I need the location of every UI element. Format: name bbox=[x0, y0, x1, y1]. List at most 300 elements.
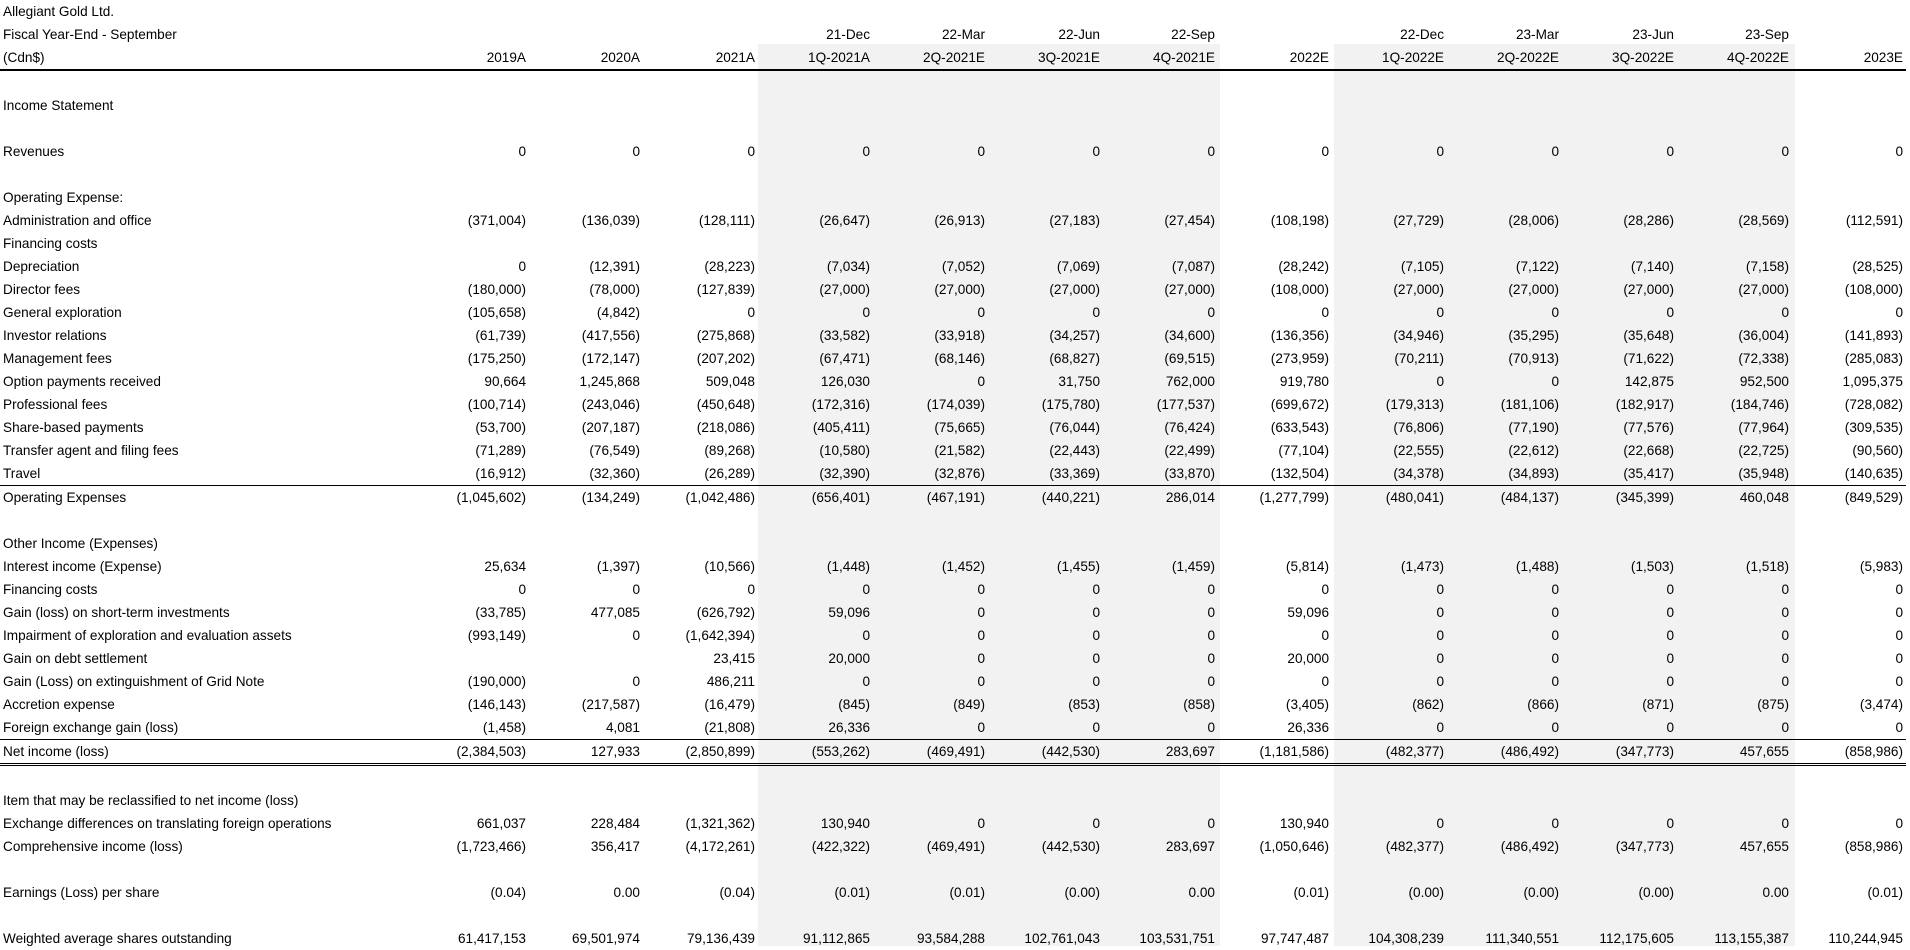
cell-2q-2021e: (26,913) bbox=[934, 213, 985, 228]
cell-4q-2021e: 0 bbox=[1207, 305, 1215, 320]
cell-4q-2022e bbox=[1677, 70, 1792, 94]
row-label bbox=[0, 858, 416, 881]
cell-4q-2021e: 0.00 bbox=[1188, 885, 1215, 900]
cell-2q-2022e: (866) bbox=[1527, 697, 1559, 712]
row-label: Director fees bbox=[3, 282, 81, 297]
row-label: Revenues bbox=[3, 144, 65, 159]
cell-2022e: (108,198) bbox=[1270, 213, 1329, 228]
row-label: Income Statement bbox=[3, 98, 114, 113]
cell-2022e: 97,747,487 bbox=[1260, 931, 1329, 946]
cell-4q-2021e: 103,531,751 bbox=[1139, 931, 1215, 946]
row-label: Foreign exchange gain (loss) bbox=[3, 720, 179, 735]
cell-3q-2022e: 0 bbox=[1666, 628, 1674, 643]
cell-2q-2021e: (469,491) bbox=[873, 740, 988, 765]
cell-2023e: 0 bbox=[1895, 674, 1903, 689]
cell-2023e bbox=[1792, 232, 1906, 255]
cell-1q-2022e: (34,946) bbox=[1393, 328, 1444, 343]
cell-1q-2022e: (76,806) bbox=[1393, 420, 1444, 435]
row-label: Financing costs bbox=[3, 582, 98, 597]
cell-3q-2022e: 0 bbox=[1666, 720, 1674, 735]
cell-2022e bbox=[1218, 765, 1332, 790]
cell-2023e: (108,000) bbox=[1844, 282, 1903, 297]
cell-1q-2022e: 0 bbox=[1436, 816, 1444, 831]
cell-3q-2021e: 0 bbox=[1092, 674, 1100, 689]
row-label: Operating Expense: bbox=[3, 190, 124, 205]
cell-1q-2022e bbox=[1332, 904, 1447, 927]
cell-2020a: (243,046) bbox=[581, 397, 640, 412]
cell-2023e bbox=[1792, 765, 1906, 790]
cell-2q-2022e: 0 bbox=[1551, 374, 1559, 389]
cell-2022e: (0.01) bbox=[1293, 885, 1329, 900]
cell-2022e: 919,780 bbox=[1279, 374, 1329, 389]
row-depreciation bbox=[0, 255, 1906, 278]
cell-2019a: (2,384,503) bbox=[416, 740, 529, 765]
cell-2q-2022e bbox=[1447, 232, 1562, 255]
cell-2020a bbox=[529, 23, 643, 46]
cell-2020a: (32,360) bbox=[589, 466, 640, 481]
cell-2019a bbox=[416, 232, 529, 255]
cell-1q-2021a bbox=[758, 532, 873, 555]
cell-2q-2022e bbox=[1447, 532, 1562, 555]
cell-1q-2022e: (482,377) bbox=[1385, 839, 1444, 854]
cell-2021a bbox=[643, 0, 758, 23]
cell-2q-2021e: 0 bbox=[977, 651, 985, 666]
cell-2019a: (190,000) bbox=[467, 674, 526, 689]
cell-2q-2021e: 0 bbox=[977, 582, 985, 597]
cell-2021a: (1,321,362) bbox=[685, 816, 755, 831]
cell-2023e: (0.01) bbox=[1867, 885, 1903, 900]
cell-2020a: 477,085 bbox=[590, 605, 640, 620]
cell-4q-2021e: 0 bbox=[1207, 674, 1215, 689]
cell-4q-2022e bbox=[1677, 858, 1792, 881]
cell-3q-2022e: (71,622) bbox=[1623, 351, 1674, 366]
row-share-based-payments bbox=[0, 416, 1906, 439]
row-other-income-expenses bbox=[0, 532, 1906, 555]
row-label bbox=[0, 509, 416, 532]
cell-2022e bbox=[1218, 904, 1332, 927]
cell-3q-2021e: 0 bbox=[1092, 305, 1100, 320]
cell-2023e bbox=[1792, 904, 1906, 927]
row-earnings-loss-per-share bbox=[0, 881, 1906, 904]
cell-2q-2022e: 23-Mar bbox=[1515, 27, 1559, 42]
cell-2q-2022e bbox=[1447, 94, 1562, 117]
cell-2q-2022e: (27,000) bbox=[1508, 282, 1559, 297]
cell-4q-2022e bbox=[1677, 163, 1792, 186]
cell-2020a: 0 bbox=[632, 628, 640, 643]
cell-1q-2021a bbox=[758, 789, 873, 812]
cell-1q-2021a: (10,580) bbox=[819, 443, 870, 458]
cell-3q-2022e: 0 bbox=[1666, 144, 1674, 159]
cell-2020a: 356,417 bbox=[590, 839, 640, 854]
cell-2021a bbox=[643, 532, 758, 555]
cell-3q-2022e: 0 bbox=[1666, 816, 1674, 831]
row-label: Net income (loss) bbox=[0, 740, 416, 765]
cell-2019a: (33,785) bbox=[475, 605, 526, 620]
cell-2019a: (993,149) bbox=[467, 628, 526, 643]
row-option-payments-received bbox=[0, 370, 1906, 393]
cell-2q-2022e: 0 bbox=[1551, 628, 1559, 643]
cell-2q-2022e: 0 bbox=[1551, 605, 1559, 620]
spacer-row bbox=[0, 163, 1906, 186]
cell-2022e: 59,096 bbox=[1287, 605, 1329, 620]
row-label: Transfer agent and filing fees bbox=[3, 443, 179, 458]
cell-3q-2021e: 0 bbox=[1092, 720, 1100, 735]
cell-2q-2022e bbox=[1447, 163, 1562, 186]
cell-2020a bbox=[529, 647, 643, 670]
cell-3q-2022e: (22,668) bbox=[1623, 443, 1674, 458]
cell-1q-2021a: (553,262) bbox=[758, 740, 873, 765]
cell-3q-2021e: 0 bbox=[1092, 605, 1100, 620]
cell-2023e: 0 bbox=[1895, 305, 1903, 320]
cell-2q-2022e bbox=[1447, 117, 1562, 140]
cell-2019a bbox=[416, 94, 529, 117]
cell-2021a bbox=[643, 789, 758, 812]
cell-2023e: 0 bbox=[1895, 720, 1903, 735]
cell-1q-2022e: (7,105) bbox=[1400, 259, 1444, 274]
cell-3q-2022e: (35,648) bbox=[1623, 328, 1674, 343]
cell-4q-2021e: (22,499) bbox=[1164, 443, 1215, 458]
cell-2022e: (77,104) bbox=[1278, 443, 1329, 458]
cell-4q-2022e: 0 bbox=[1781, 628, 1789, 643]
cell-2q-2022e bbox=[1447, 765, 1562, 790]
cell-3q-2022e: (182,917) bbox=[1615, 397, 1674, 412]
cell-4q-2022e: 0 bbox=[1781, 305, 1789, 320]
cell-4q-2022e: 0 bbox=[1781, 816, 1789, 831]
cell-2019a: (16,912) bbox=[475, 466, 526, 481]
cell-1q-2021a: 21-Dec bbox=[826, 27, 870, 42]
cell-2q-2021e: (7,052) bbox=[941, 259, 985, 274]
cell-2q-2022e: (1,488) bbox=[1515, 559, 1559, 574]
cell-4q-2022e: 952,500 bbox=[1739, 374, 1789, 389]
cell-2020a bbox=[529, 858, 643, 881]
cell-2022e bbox=[1218, 94, 1332, 117]
cell-2021a bbox=[643, 509, 758, 532]
cell-4q-2021e: (1,459) bbox=[1171, 559, 1215, 574]
cell-2021a bbox=[643, 186, 758, 209]
cell-2q-2022e: 0 bbox=[1551, 651, 1559, 666]
cell-4q-2021e: (177,537) bbox=[1156, 397, 1215, 412]
cell-3q-2022e bbox=[1562, 94, 1677, 117]
cell-2022e bbox=[1218, 532, 1332, 555]
cell-1q-2021a: 1Q-2021A bbox=[758, 46, 873, 70]
cell-2q-2022e bbox=[1447, 789, 1562, 812]
cell-1q-2021a: (422,322) bbox=[811, 839, 870, 854]
cell-3q-2021e: 0 bbox=[1092, 144, 1100, 159]
cell-4q-2022e bbox=[1677, 789, 1792, 812]
cell-2q-2021e: (21,582) bbox=[934, 443, 985, 458]
cell-4q-2022e bbox=[1677, 117, 1792, 140]
cell-3q-2021e bbox=[988, 0, 1103, 23]
cell-1q-2021a bbox=[758, 509, 873, 532]
cell-2021a: (128,111) bbox=[698, 213, 755, 228]
cell-2021a: (127,839) bbox=[696, 282, 755, 297]
header-company-row bbox=[0, 0, 1906, 23]
cell-4q-2021e: 283,697 bbox=[1103, 740, 1218, 765]
cell-3q-2022e bbox=[1562, 532, 1677, 555]
cell-2019a bbox=[416, 765, 529, 790]
cell-2q-2021e: (849) bbox=[953, 697, 985, 712]
cell-2q-2022e: (22,612) bbox=[1508, 443, 1559, 458]
cell-1q-2022e: 22-Dec bbox=[1400, 27, 1444, 42]
cell-2019a bbox=[416, 904, 529, 927]
cell-2019a bbox=[416, 789, 529, 812]
cell-1q-2021a: (27,000) bbox=[819, 282, 870, 297]
cell-2q-2021e: 0 bbox=[977, 816, 985, 831]
cell-2021a: (26,289) bbox=[704, 466, 755, 481]
cell-2q-2021e bbox=[873, 70, 988, 94]
row-label: Exchange differences on translating foreign operations bbox=[3, 816, 332, 831]
cell-1q-2021a: 130,940 bbox=[820, 816, 870, 831]
cell-2022e: (1,050,646) bbox=[1259, 839, 1329, 854]
cell-2q-2021e: 0 bbox=[977, 720, 985, 735]
cell-3q-2022e: 0 bbox=[1666, 305, 1674, 320]
cell-2023e: (28,525) bbox=[1852, 259, 1903, 274]
cell-3q-2021e bbox=[988, 789, 1103, 812]
cell-2021a: (4,172,261) bbox=[685, 839, 755, 854]
cell-2022e: (1,277,799) bbox=[1218, 486, 1332, 510]
cell-4q-2021e: (7,087) bbox=[1171, 259, 1215, 274]
cell-2022e bbox=[1218, 186, 1332, 209]
cell-2021a bbox=[643, 858, 758, 881]
cell-3q-2021e: (27,000) bbox=[1049, 282, 1100, 297]
cell-4q-2022e bbox=[1677, 186, 1792, 209]
cell-2q-2022e: (28,006) bbox=[1508, 213, 1559, 228]
cell-2020a: (12,391) bbox=[589, 259, 640, 274]
cell-2022e: 0 bbox=[1321, 305, 1329, 320]
cell-1q-2022e bbox=[1332, 163, 1447, 186]
cell-3q-2022e: (871) bbox=[1642, 697, 1674, 712]
cell-2021a bbox=[643, 70, 758, 94]
cell-2022e bbox=[1218, 70, 1332, 94]
row-label bbox=[0, 163, 416, 186]
cell-4q-2022e bbox=[1677, 532, 1792, 555]
cell-2020a bbox=[529, 789, 643, 812]
cell-1q-2021a bbox=[758, 0, 873, 23]
cell-2020a: 4,081 bbox=[605, 720, 640, 735]
cell-2q-2021e: (32,876) bbox=[934, 466, 985, 481]
cell-2q-2022e: (486,492) bbox=[1500, 839, 1559, 854]
cell-3q-2021e: (7,069) bbox=[1056, 259, 1100, 274]
cell-2020a: (217,587) bbox=[581, 697, 640, 712]
cell-4q-2022e: 460,048 bbox=[1677, 486, 1792, 510]
row-label: Allegiant Gold Ltd. bbox=[3, 4, 115, 19]
cell-2021a: 79,136,439 bbox=[686, 931, 755, 946]
spacer-row bbox=[0, 904, 1906, 927]
row-label: Investor relations bbox=[3, 328, 107, 343]
cell-1q-2022e bbox=[1332, 509, 1447, 532]
cell-1q-2022e bbox=[1332, 858, 1447, 881]
cell-2021a: 486,211 bbox=[706, 674, 755, 689]
cell-2022e bbox=[1218, 789, 1332, 812]
cell-3q-2021e: (175,780) bbox=[1041, 397, 1100, 412]
cell-2q-2022e bbox=[1447, 858, 1562, 881]
cell-1q-2021a: (7,034) bbox=[826, 259, 870, 274]
cell-1q-2022e: 0 bbox=[1436, 374, 1444, 389]
cell-3q-2022e bbox=[1562, 232, 1677, 255]
cell-2021a bbox=[643, 94, 758, 117]
cell-2020a: 2020A bbox=[529, 46, 643, 70]
cell-2020a bbox=[529, 904, 643, 927]
cell-3q-2021e: 0 bbox=[1092, 628, 1100, 643]
cell-4q-2021e bbox=[1103, 70, 1218, 94]
cell-3q-2022e: 0 bbox=[1666, 651, 1674, 666]
cell-4q-2021e: (76,424) bbox=[1164, 420, 1215, 435]
cell-3q-2021e bbox=[988, 163, 1103, 186]
cell-2023e bbox=[1792, 186, 1906, 209]
cell-2020a bbox=[529, 509, 643, 532]
cell-2q-2021e bbox=[873, 904, 988, 927]
cell-2023e bbox=[1792, 163, 1906, 186]
cell-2023e: (141,893) bbox=[1844, 328, 1903, 343]
cell-4q-2022e: (35,948) bbox=[1738, 466, 1789, 481]
cell-4q-2022e: (28,569) bbox=[1738, 213, 1789, 228]
cell-4q-2021e: (69,515) bbox=[1164, 351, 1215, 366]
cell-4q-2021e: 762,000 bbox=[1165, 374, 1215, 389]
cell-4q-2022e: (77,964) bbox=[1738, 420, 1789, 435]
header-periods-row bbox=[0, 46, 1906, 70]
cell-2022e bbox=[1218, 163, 1332, 186]
cell-2019a: (0.04) bbox=[490, 885, 526, 900]
cell-2020a: (207,187) bbox=[581, 420, 640, 435]
cell-4q-2022e bbox=[1677, 904, 1792, 927]
cell-4q-2022e: 113,155,387 bbox=[1714, 931, 1789, 946]
cell-1q-2022e bbox=[1332, 94, 1447, 117]
cell-4q-2022e: (22,725) bbox=[1738, 443, 1789, 458]
cell-1q-2021a bbox=[758, 117, 873, 140]
cell-2q-2021e bbox=[873, 858, 988, 881]
cell-2023e: (858,986) bbox=[1844, 839, 1903, 854]
cell-1q-2021a bbox=[758, 765, 873, 790]
cell-2021a: (207,202) bbox=[696, 351, 755, 366]
cell-2q-2022e: (7,122) bbox=[1515, 259, 1559, 274]
cell-2023e bbox=[1792, 117, 1906, 140]
cell-1q-2022e: (70,211) bbox=[1394, 351, 1444, 366]
cell-4q-2021e: (33,870) bbox=[1164, 466, 1215, 481]
cell-2019a: (71,289) bbox=[475, 443, 526, 458]
cell-2q-2021e bbox=[873, 509, 988, 532]
cell-1q-2021a: 91,112,865 bbox=[802, 931, 870, 946]
cell-2021a: (450,648) bbox=[696, 397, 755, 412]
row-label: (Cdn$) bbox=[0, 46, 416, 70]
cell-4q-2022e bbox=[1677, 509, 1792, 532]
cell-2q-2022e: 0 bbox=[1551, 582, 1559, 597]
cell-4q-2022e: 0.00 bbox=[1762, 885, 1789, 900]
cell-2019a: (105,658) bbox=[467, 305, 526, 320]
cell-2020a: 0 bbox=[632, 144, 640, 159]
cell-2020a: (78,000) bbox=[589, 282, 640, 297]
cell-2022e: (1,181,586) bbox=[1218, 740, 1332, 765]
cell-2019a: (53,700) bbox=[475, 420, 526, 435]
cell-4q-2022e bbox=[1677, 94, 1792, 117]
cell-4q-2022e: (72,338) bbox=[1738, 351, 1789, 366]
row-foreign-exchange-gain-loss bbox=[0, 716, 1906, 740]
cell-2q-2021e: 0 bbox=[977, 628, 985, 643]
cell-2021a: 509,048 bbox=[705, 374, 755, 389]
cell-4q-2021e bbox=[1103, 0, 1218, 23]
cell-4q-2021e: (858) bbox=[1183, 697, 1215, 712]
cell-4q-2021e: 0 bbox=[1207, 720, 1215, 735]
cell-2q-2021e bbox=[873, 532, 988, 555]
cell-3q-2022e bbox=[1562, 0, 1677, 23]
cell-2023e bbox=[1792, 532, 1906, 555]
cell-2020a bbox=[529, 70, 643, 94]
cell-2q-2022e bbox=[1447, 70, 1562, 94]
cell-2021a: (218,086) bbox=[696, 420, 755, 435]
cell-1q-2021a: 0 bbox=[862, 305, 870, 320]
cell-4q-2022e bbox=[1677, 765, 1792, 790]
cell-3q-2022e: 0 bbox=[1666, 605, 1674, 620]
cell-2022e: (28,242) bbox=[1278, 259, 1329, 274]
cell-2q-2022e: (484,137) bbox=[1447, 486, 1562, 510]
cell-2q-2021e bbox=[873, 94, 988, 117]
cell-2022e: (108,000) bbox=[1270, 282, 1329, 297]
cell-4q-2021e bbox=[1103, 186, 1218, 209]
row-item-that-may-be-reclassified-to-net-income-loss bbox=[0, 789, 1906, 812]
cell-2021a: (89,268) bbox=[704, 443, 755, 458]
cell-4q-2022e: (36,004) bbox=[1738, 328, 1789, 343]
cell-3q-2022e bbox=[1562, 904, 1677, 927]
cell-3q-2022e bbox=[1562, 163, 1677, 186]
cell-1q-2022e: 1Q-2022E bbox=[1332, 46, 1447, 70]
row-administration-and-office bbox=[0, 209, 1906, 232]
cell-3q-2022e bbox=[1562, 789, 1677, 812]
cell-2023e: 0 bbox=[1895, 816, 1903, 831]
spacer-row bbox=[0, 70, 1906, 94]
row-label: Management fees bbox=[3, 351, 112, 366]
cell-2q-2022e: (35,295) bbox=[1508, 328, 1559, 343]
cell-2023e bbox=[1792, 0, 1906, 23]
cell-2q-2022e: (70,913) bbox=[1508, 351, 1559, 366]
cell-2023e: 0 bbox=[1895, 582, 1903, 597]
cell-4q-2022e bbox=[1677, 0, 1792, 23]
cell-2q-2021e: 0 bbox=[977, 305, 985, 320]
row-net-income-loss bbox=[0, 740, 1906, 765]
cell-3q-2021e bbox=[988, 532, 1103, 555]
cell-2q-2021e bbox=[873, 0, 988, 23]
cell-2021a: (1,042,486) bbox=[643, 486, 758, 510]
cell-3q-2022e: (345,399) bbox=[1562, 486, 1677, 510]
cell-2019a bbox=[416, 23, 529, 46]
cell-2019a bbox=[416, 117, 529, 140]
cell-1q-2022e: 0 bbox=[1436, 720, 1444, 735]
cell-2019a: (180,000) bbox=[467, 282, 526, 297]
cell-3q-2021e: 22-Jun bbox=[1058, 27, 1100, 42]
cell-2021a: (2,850,899) bbox=[643, 740, 758, 765]
row-financing-costs bbox=[0, 232, 1906, 255]
cell-2019a: 0 bbox=[518, 582, 526, 597]
cell-2022e: (136,356) bbox=[1270, 328, 1329, 343]
cell-4q-2021e: (27,454) bbox=[1164, 213, 1215, 228]
cell-3q-2022e bbox=[1562, 765, 1677, 790]
cell-2023e: (285,083) bbox=[1844, 351, 1903, 366]
cell-2019a: (61,739) bbox=[475, 328, 526, 343]
cell-3q-2021e: (442,530) bbox=[988, 740, 1103, 765]
cell-1q-2022e: (1,473) bbox=[1400, 559, 1444, 574]
cell-1q-2021a: (656,401) bbox=[758, 486, 873, 510]
cell-2023e: (112,591) bbox=[1845, 213, 1903, 228]
cell-4q-2022e: 457,655 bbox=[1677, 740, 1792, 765]
cell-1q-2022e bbox=[1332, 70, 1447, 94]
row-exchange-differences-on-translating-foreign-operations bbox=[0, 812, 1906, 835]
cell-1q-2021a bbox=[758, 232, 873, 255]
cell-4q-2022e: 0 bbox=[1781, 720, 1789, 735]
cell-1q-2022e: (0.00) bbox=[1408, 885, 1444, 900]
row-label: Gain on debt settlement bbox=[3, 651, 148, 666]
cell-3q-2022e: (28,286) bbox=[1623, 213, 1674, 228]
cell-2019a: 0 bbox=[518, 259, 526, 274]
cell-2019a: (175,250) bbox=[467, 351, 526, 366]
cell-2022e: 26,336 bbox=[1287, 720, 1329, 735]
